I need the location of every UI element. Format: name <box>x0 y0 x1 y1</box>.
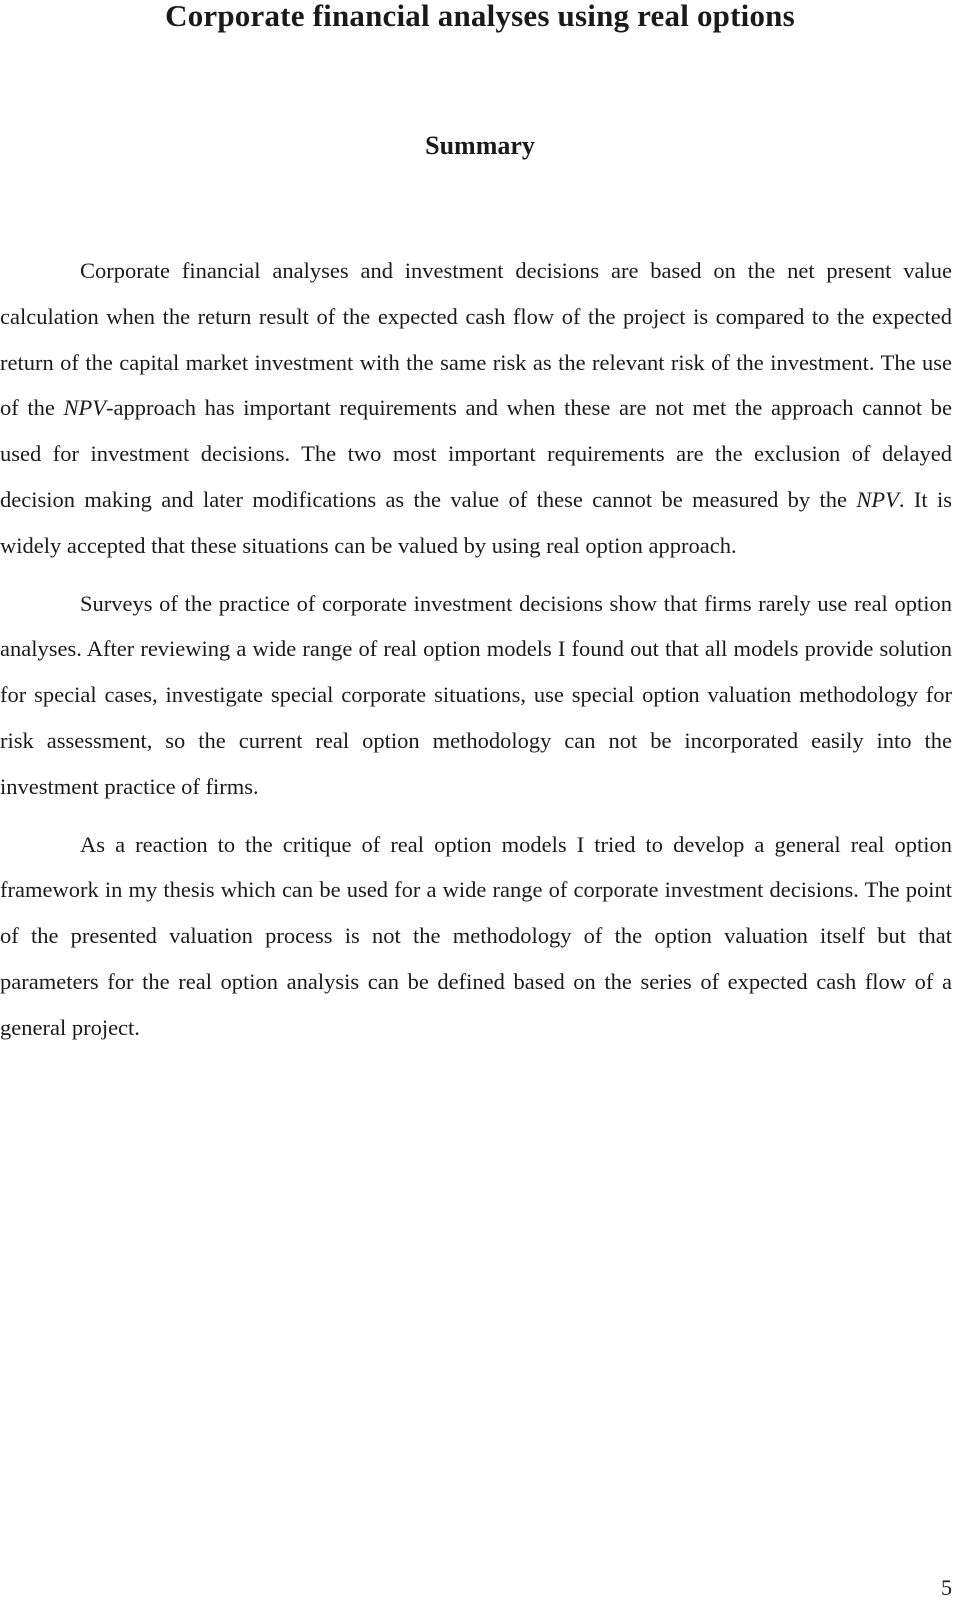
paragraph-2: Surveys of the practice of corporate investment decisions show that firms rarely use real option analyses. After reviewing a wide range of real option models I found out that all models provide solution for special cases, investigate special corporate situations, use special option valuation methodology for risk assessment, so the current real option methodology can not be incorporated easily into the investment practice of firms. <box>0 590 952 799</box>
section-heading-summary: Summary <box>425 131 535 160</box>
paragraph-1-text-3: . It is widely accepted that these situations can be valued by using real option approach. <box>0 486 952 558</box>
paragraph-1-text-2: -approach has important requirements and when these are not met the approach cannot be used for investment decisions. The two most important requirements are the exclusion of delayed decision making and later modifications as the value of these cannot be measured by the <box>0 395 953 512</box>
paragraph-1 <box>0 248 952 569</box>
document-title: Corporate financial analyses using real options <box>165 0 795 33</box>
page-number: 5 <box>941 1575 952 1600</box>
paragraph-1-text-1: Corporate financial analyses and investment decisions are based on the net present value calculation when the return result of the expected cash flow of the project is compared to the expected return of the capital market investment with the same risk as the relevant risk of the investment. The use of the <box>0 258 952 421</box>
paragraph-3: As a reaction to the critique of real option models I tried to develop a general real option framework in my thesis which can be used for a wide range of corporate investment decisions. The point of the presented valuation process is not the methodology of the option valuation itself but that parameters for the real option analysis can be defined based on the series of expected cash flow of a general project. <box>0 831 952 1040</box>
npv-term: NPV <box>856 486 899 512</box>
npv-term: NPV <box>63 395 107 421</box>
summary-body <box>0 248 952 1051</box>
